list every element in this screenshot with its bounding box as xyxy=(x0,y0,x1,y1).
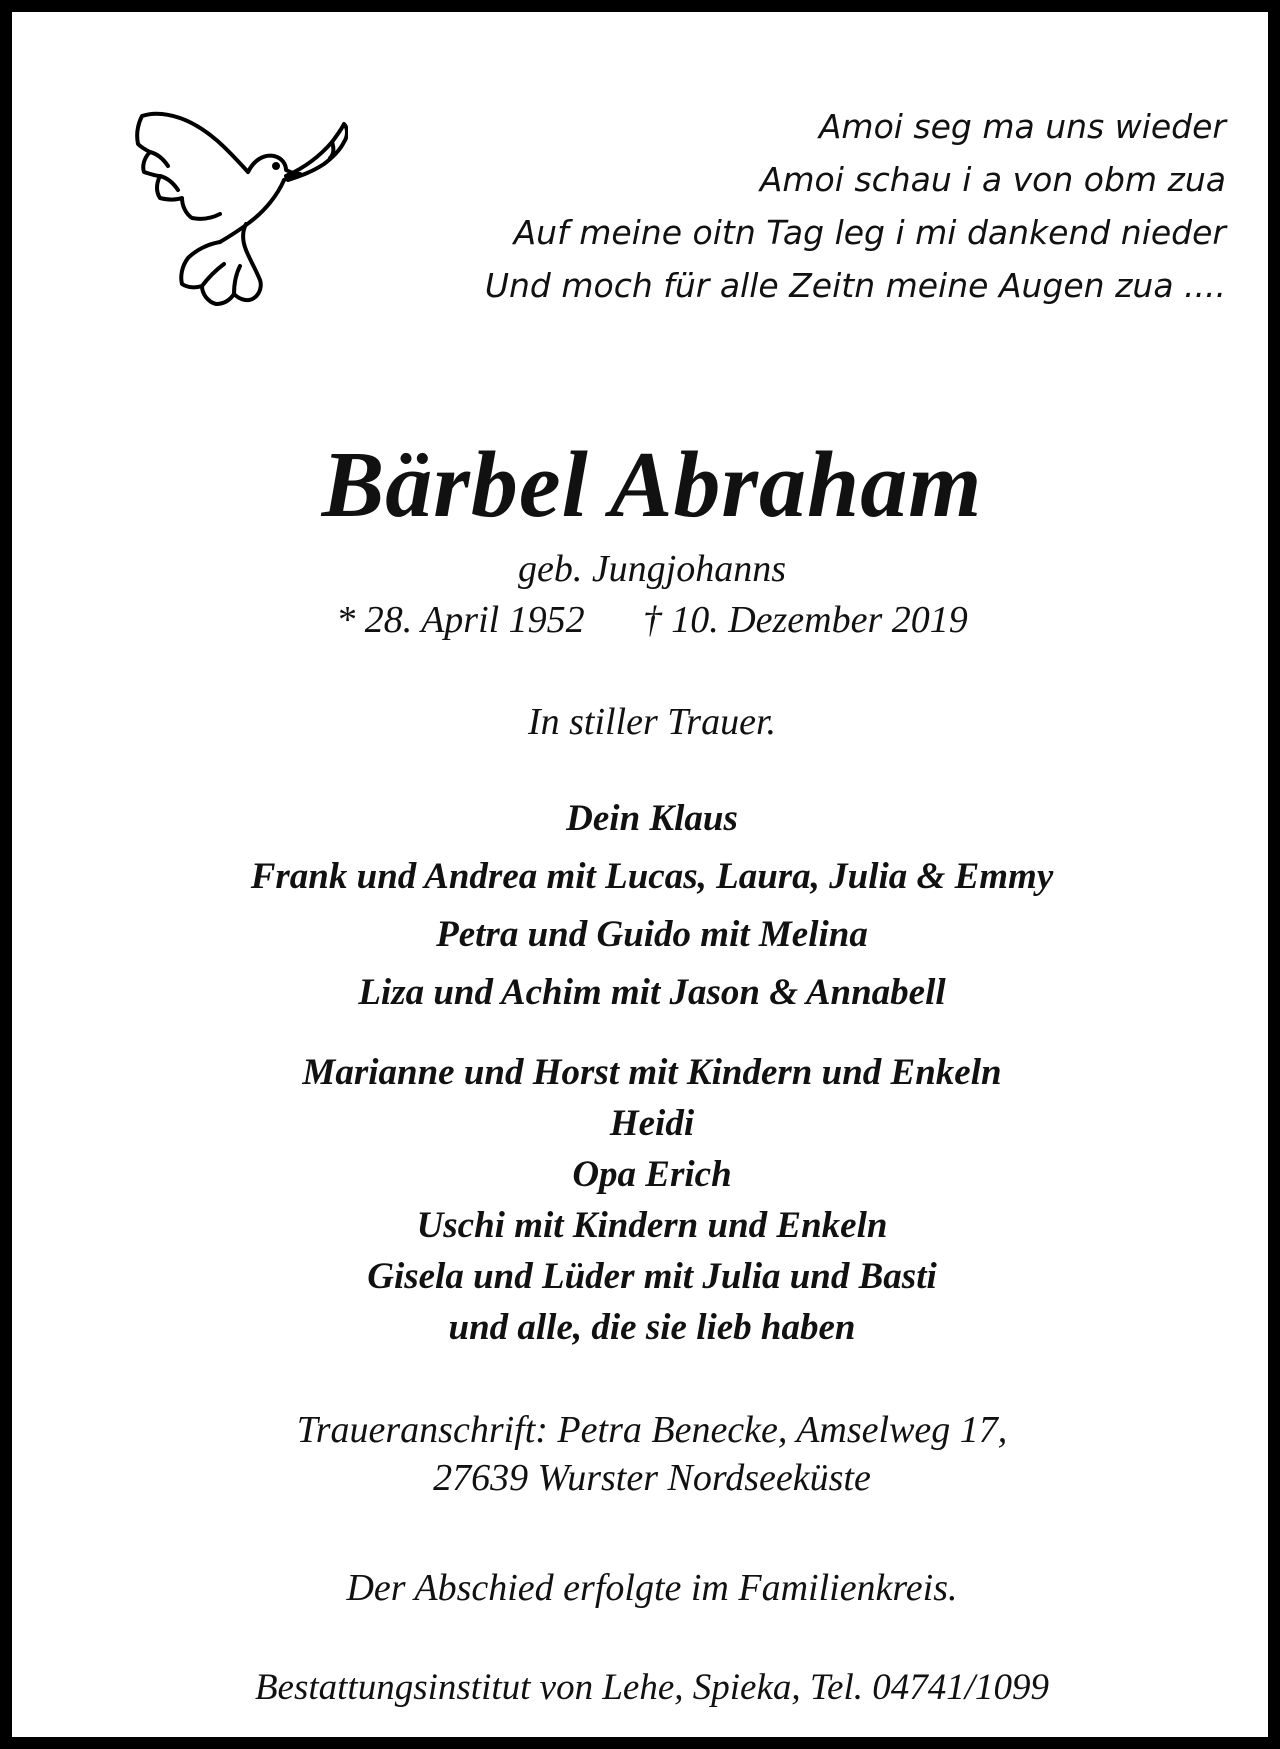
mourner-line: Frank und Andrea mit Lucas, Laura, Julia & Emmy xyxy=(250,856,1054,897)
poem-line: Amoi schau i a von obm zua xyxy=(759,160,1226,199)
life-dates xyxy=(52,598,1252,642)
mourner-line: Opa Erich xyxy=(572,1154,732,1195)
mourner-line: Gisela und Lüder mit Julia und Basti xyxy=(367,1256,937,1297)
birth-date: * 28. April 1952 xyxy=(336,599,585,641)
funeral-home: Bestattungsinstitut von Lehe, Spieka, Tel. 04741/1099 xyxy=(254,1667,1050,1708)
mourner-line: und alle, die sie lieb haben xyxy=(448,1307,856,1348)
poem xyxy=(346,100,1226,312)
dove-icon xyxy=(128,110,348,310)
mourning-address xyxy=(52,1406,1252,1502)
poem-line: Auf meine oitn Tag leg i mi dankend nieder xyxy=(513,213,1226,252)
mourner-line: Marianne und Horst mit Kindern und Enkeln xyxy=(302,1052,1002,1093)
mourner-line: Petra und Guido mit Melina xyxy=(436,914,868,955)
mourning-note: In stiller Trauer. xyxy=(527,701,777,743)
poem-line: Amoi seg ma uns wieder xyxy=(818,107,1226,146)
maiden-name: geb. Jungjohanns xyxy=(517,548,787,590)
mourners-extended xyxy=(52,1047,1252,1353)
mourner-line: Liza und Achim mit Jason & Annabell xyxy=(358,972,946,1013)
address-line: 27639 Wurster Nordseeküste xyxy=(433,1457,871,1499)
mourner-line: Uschi mit Kindern und Enkeln xyxy=(416,1205,888,1246)
death-date: † 10. Dezember 2019 xyxy=(642,599,968,641)
deceased-name: Bärbel Abraham xyxy=(321,433,983,537)
mourner-line: Heidi xyxy=(609,1103,695,1144)
farewell-note: Der Abschied erfolgte im Familienkreis. xyxy=(346,1567,958,1609)
mourner-line: Dein Klaus xyxy=(566,798,738,839)
mourners-close xyxy=(52,790,1252,1022)
poem-line: Und moch für alle Zeitn meine Augen zua .... xyxy=(484,266,1226,305)
address-line: Traueranschrift: Petra Benecke, Amselweg 17, xyxy=(296,1409,1008,1451)
